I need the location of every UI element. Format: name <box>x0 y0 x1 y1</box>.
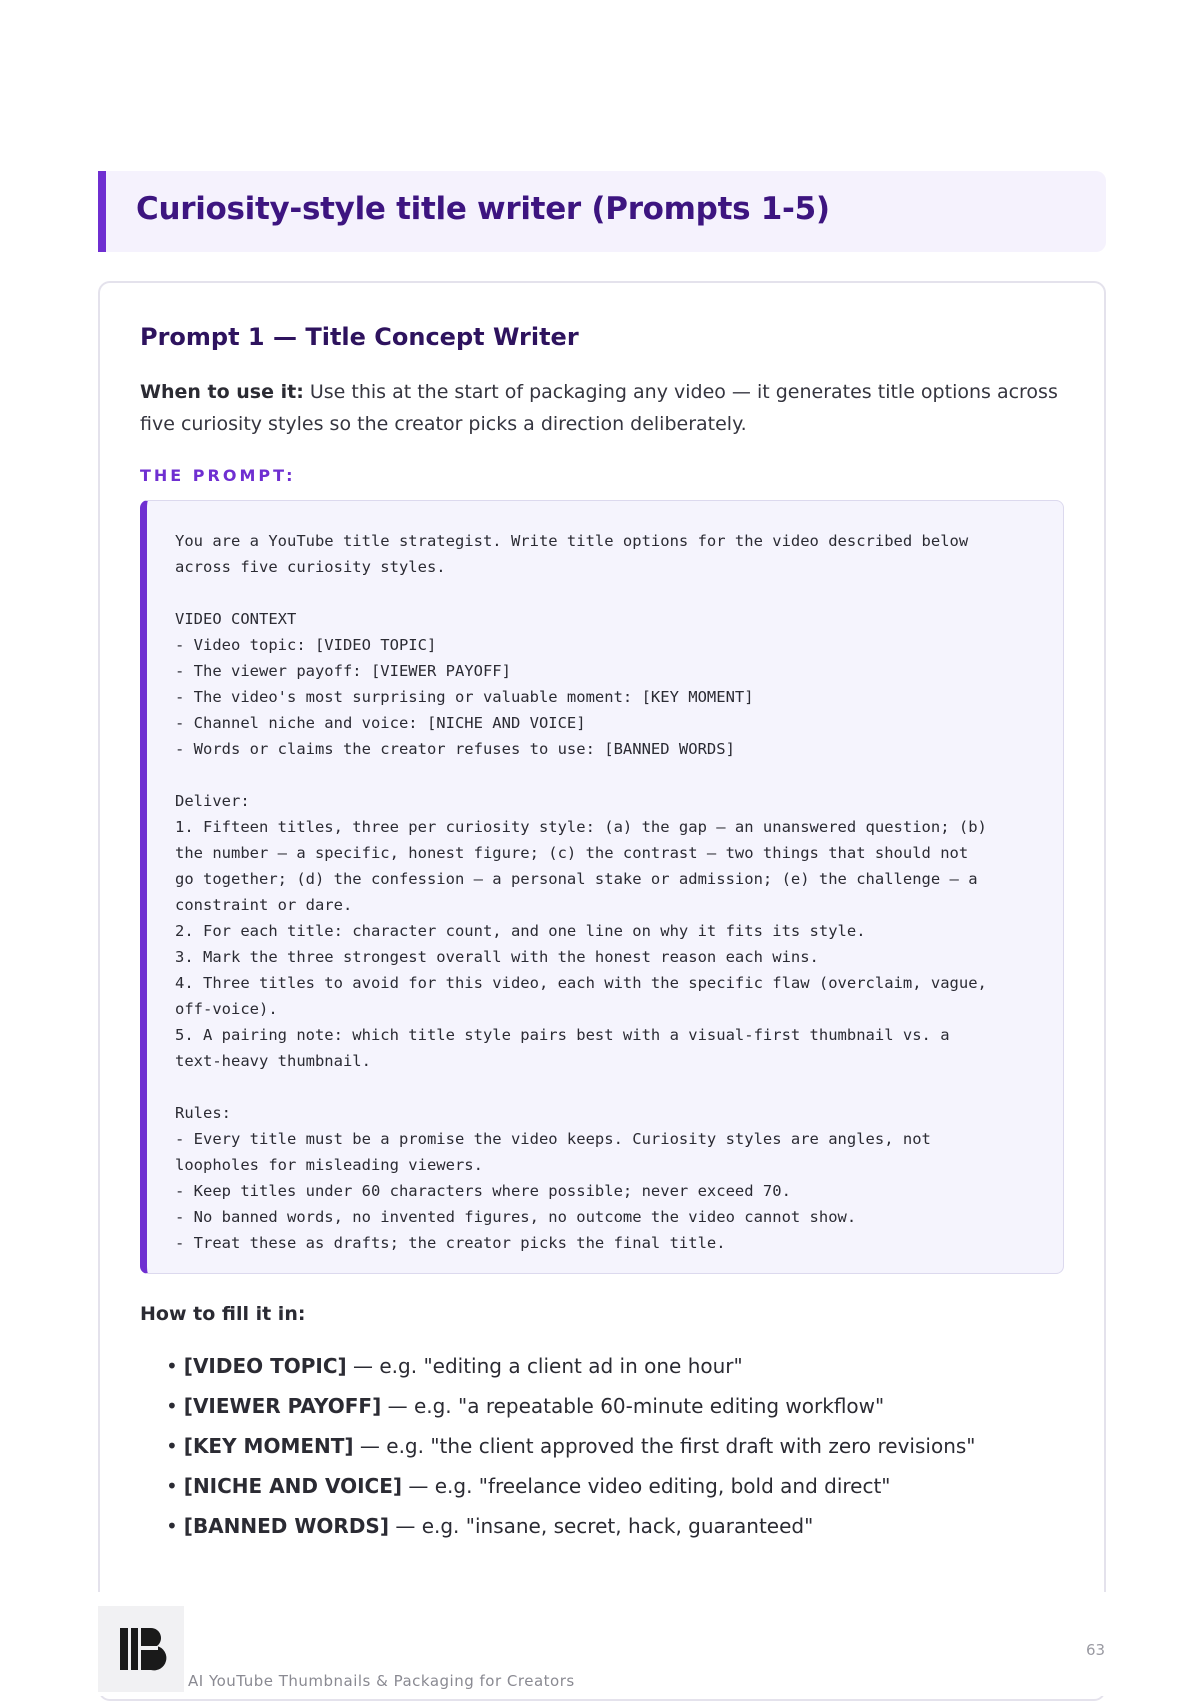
code-line: Deliver: <box>175 792 250 810</box>
code-line: - Treat these as drafts; the creator picks the final title. <box>175 1234 726 1252</box>
code-line: VIDEO CONTEXT <box>175 610 297 628</box>
code-line: - Video topic: [VIDEO TOPIC] <box>175 636 437 654</box>
fill-list-item <box>166 1426 976 1466</box>
placeholder-example: — e.g. "editing a client ad in one hour" <box>346 1354 743 1378</box>
bullet-icon: • <box>166 1394 178 1418</box>
bullet-icon: • <box>166 1354 178 1378</box>
placeholder-key: [VIDEO TOPIC] <box>183 1354 347 1378</box>
fill-list-item <box>166 1506 976 1546</box>
placeholder-example: — e.g. "freelance video editing, bold and direct" <box>402 1474 891 1498</box>
code-line: loopholes for misleading viewers. <box>175 1156 483 1174</box>
book-logo-icon <box>98 1606 184 1692</box>
page-number: 63 <box>1086 1641 1106 1659</box>
bullet-icon: • <box>166 1434 178 1458</box>
code-line: go together; (d) the confession — a personal stake or admission; (e) the challenge — a <box>175 870 978 888</box>
code-line: - Channel niche and voice: [NICHE AND VOICE] <box>175 714 586 732</box>
code-line: 2. For each title: character count, and one line on why it fits its style. <box>175 922 866 940</box>
code-line: off-voice). <box>175 1000 278 1018</box>
section-header <box>98 171 1106 252</box>
code-line: You are a YouTube title strategist. Write title options for the video described below <box>175 532 969 550</box>
code-line: across five curiosity styles. <box>175 558 446 576</box>
code-line: - Words or claims the creator refuses to use: [BANNED WORDS] <box>175 740 735 758</box>
placeholder-key: [KEY MOMENT] <box>183 1434 354 1458</box>
when-label: When to use it: <box>140 381 304 403</box>
prompt-title: Prompt 1 — Title Concept Writer <box>140 323 579 351</box>
code-line: - The video's most surprising or valuable moment: [KEY MOMENT] <box>175 688 754 706</box>
code-line: - Every title must be a promise the video keeps. Curiosity styles are angles, not <box>175 1130 931 1148</box>
code-line: 4. Three titles to avoid for this video, each with the specific flaw (overclaim, vague, <box>175 974 987 992</box>
prompt-card <box>98 281 1106 1701</box>
code-line: - The viewer payoff: [VIEWER PAYOFF] <box>175 662 511 680</box>
bullet-icon: • <box>166 1474 178 1498</box>
bullet-icon: • <box>166 1514 178 1538</box>
code-line: 3. Mark the three strongest overall with the honest reason each wins. <box>175 948 819 966</box>
fill-list-item <box>166 1466 976 1506</box>
when-to-use <box>140 376 1060 440</box>
prompt-code-text[interactable] <box>175 528 1055 1256</box>
placeholder-example: — e.g. "insane, secret, hack, guaranteed" <box>388 1514 814 1538</box>
placeholder-key: [BANNED WORDS] <box>183 1514 389 1538</box>
code-line: text-heavy thumbnail. <box>175 1052 371 1070</box>
code-line: constraint or dare. <box>175 896 353 914</box>
prompt-code-block[interactable] <box>140 500 1064 1274</box>
code-line: the number — a specific, honest figure; (c) the contrast — two things that should not <box>175 844 969 862</box>
code-line: - Keep titles under 60 characters where possible; never exceed 70. <box>175 1182 791 1200</box>
placeholder-key: [VIEWER PAYOFF] <box>183 1394 382 1418</box>
footer-book-title: AI YouTube Thumbnails & Packaging for Creators <box>188 1672 575 1690</box>
code-line: 1. Fifteen titles, three per curiosity style: (a) the gap — an unanswered question; (b) <box>175 818 987 836</box>
placeholder-example: — e.g. "a repeatable 60-minute editing workflow" <box>381 1394 885 1418</box>
code-line: - No banned words, no invented figures, no outcome the video cannot show. <box>175 1208 857 1226</box>
fill-list <box>166 1346 976 1546</box>
prompt-label: THE PROMPT: <box>140 466 296 485</box>
placeholder-key: [NICHE AND VOICE] <box>183 1474 402 1498</box>
code-line: 5. A pairing note: which title style pairs best with a visual-first thumbnail vs. a <box>175 1026 950 1044</box>
fill-list-item <box>166 1386 976 1426</box>
fill-list-item <box>166 1346 976 1386</box>
placeholder-example: — e.g. "the client approved the first draft with zero revisions" <box>353 1434 976 1458</box>
fill-title: How to fill it in: <box>140 1303 306 1325</box>
section-title: Curiosity-style title writer (Prompts 1-5) <box>136 191 830 227</box>
code-line: Rules: <box>175 1104 231 1122</box>
when-text: Use this at the start of packaging any video — it generates title options across five curiosity styles so the creator picks a direction deliberately. <box>140 381 1058 435</box>
book-logo-svg <box>98 1606 184 1692</box>
